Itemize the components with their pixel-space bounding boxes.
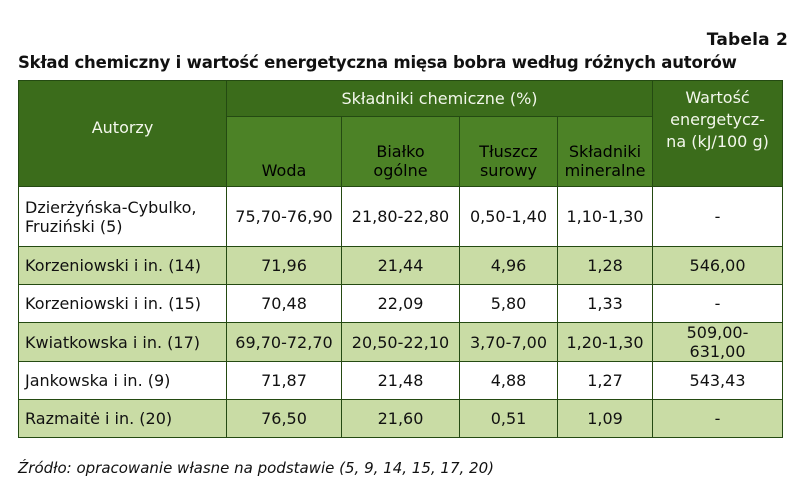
source-footnote: Źródło: opracowanie własne na podstawie (5, 9, 14, 15, 17, 20) — [18, 459, 494, 477]
cell-bialko: 22,09 — [342, 285, 460, 323]
table-title: Skład chemiczny i wartość energetyczna mięsa bobra według różnych autorów — [18, 53, 737, 72]
cell-tluszcz: 0,51 — [460, 400, 558, 438]
header-chemical-components: Składniki chemiczne (%) — [227, 81, 653, 117]
table-row — [19, 362, 783, 400]
table-row — [19, 285, 783, 323]
cell-author: Korzeniowski i in. (14) — [19, 247, 227, 285]
cell-bialko: 21,48 — [342, 362, 460, 400]
cell-mineralne: 1,20-1,30 — [558, 323, 653, 362]
cell-woda: 71,87 — [227, 362, 342, 400]
cell-tluszcz: 4,88 — [460, 362, 558, 400]
cell-woda: 76,50 — [227, 400, 342, 438]
cell-energia: - — [653, 400, 783, 438]
cell-tluszcz: 0,50-1,40 — [460, 187, 558, 247]
cell-woda: 69,70-72,70 — [227, 323, 342, 362]
header-tluszcz: Tłuszcz surowy — [460, 117, 558, 187]
header-mineralne: Składniki mineralne — [558, 117, 653, 187]
header-authors: Autorzy — [19, 81, 227, 187]
cell-mineralne: 1,09 — [558, 400, 653, 438]
cell-bialko: 21,60 — [342, 400, 460, 438]
table-row — [19, 400, 783, 438]
header-woda: Woda — [227, 117, 342, 187]
cell-mineralne: 1,27 — [558, 362, 653, 400]
cell-tluszcz: 5,80 — [460, 285, 558, 323]
cell-bialko: 20,50-22,10 — [342, 323, 460, 362]
cell-bialko: 21,80-22,80 — [342, 187, 460, 247]
table-row — [19, 247, 783, 285]
cell-mineralne: 1,28 — [558, 247, 653, 285]
cell-tluszcz: 4,96 — [460, 247, 558, 285]
table-row — [19, 187, 783, 247]
cell-bialko: 21,44 — [342, 247, 460, 285]
cell-mineralne: 1,10-1,30 — [558, 187, 653, 247]
table-label: Tabela 2 — [706, 30, 788, 50]
cell-mineralne: 1,33 — [558, 285, 653, 323]
cell-tluszcz: 3,70-7,00 — [460, 323, 558, 362]
cell-author: Kwiatkowska i in. (17) — [19, 323, 227, 362]
cell-author: Dzierżyńska-Cybulko, Fruziński (5) — [19, 187, 227, 247]
cell-energia: 543,43 — [653, 362, 783, 400]
table-row — [19, 323, 783, 362]
cell-energia: 509,00-631,00 — [653, 323, 783, 362]
cell-energia: - — [653, 187, 783, 247]
cell-energia: 546,00 — [653, 247, 783, 285]
cell-author: Razmaitė i in. (20) — [19, 400, 227, 438]
cell-author: Korzeniowski i in. (15) — [19, 285, 227, 323]
composition-table — [18, 80, 783, 438]
header-bialko: Białko ogólne — [342, 117, 460, 187]
cell-woda: 70,48 — [227, 285, 342, 323]
cell-energia: - — [653, 285, 783, 323]
cell-author: Jankowska i in. (9) — [19, 362, 227, 400]
cell-woda: 75,70-76,90 — [227, 187, 342, 247]
cell-woda: 71,96 — [227, 247, 342, 285]
header-energy-value: Wartość energetycz- na (kJ/100 g) — [653, 81, 783, 187]
